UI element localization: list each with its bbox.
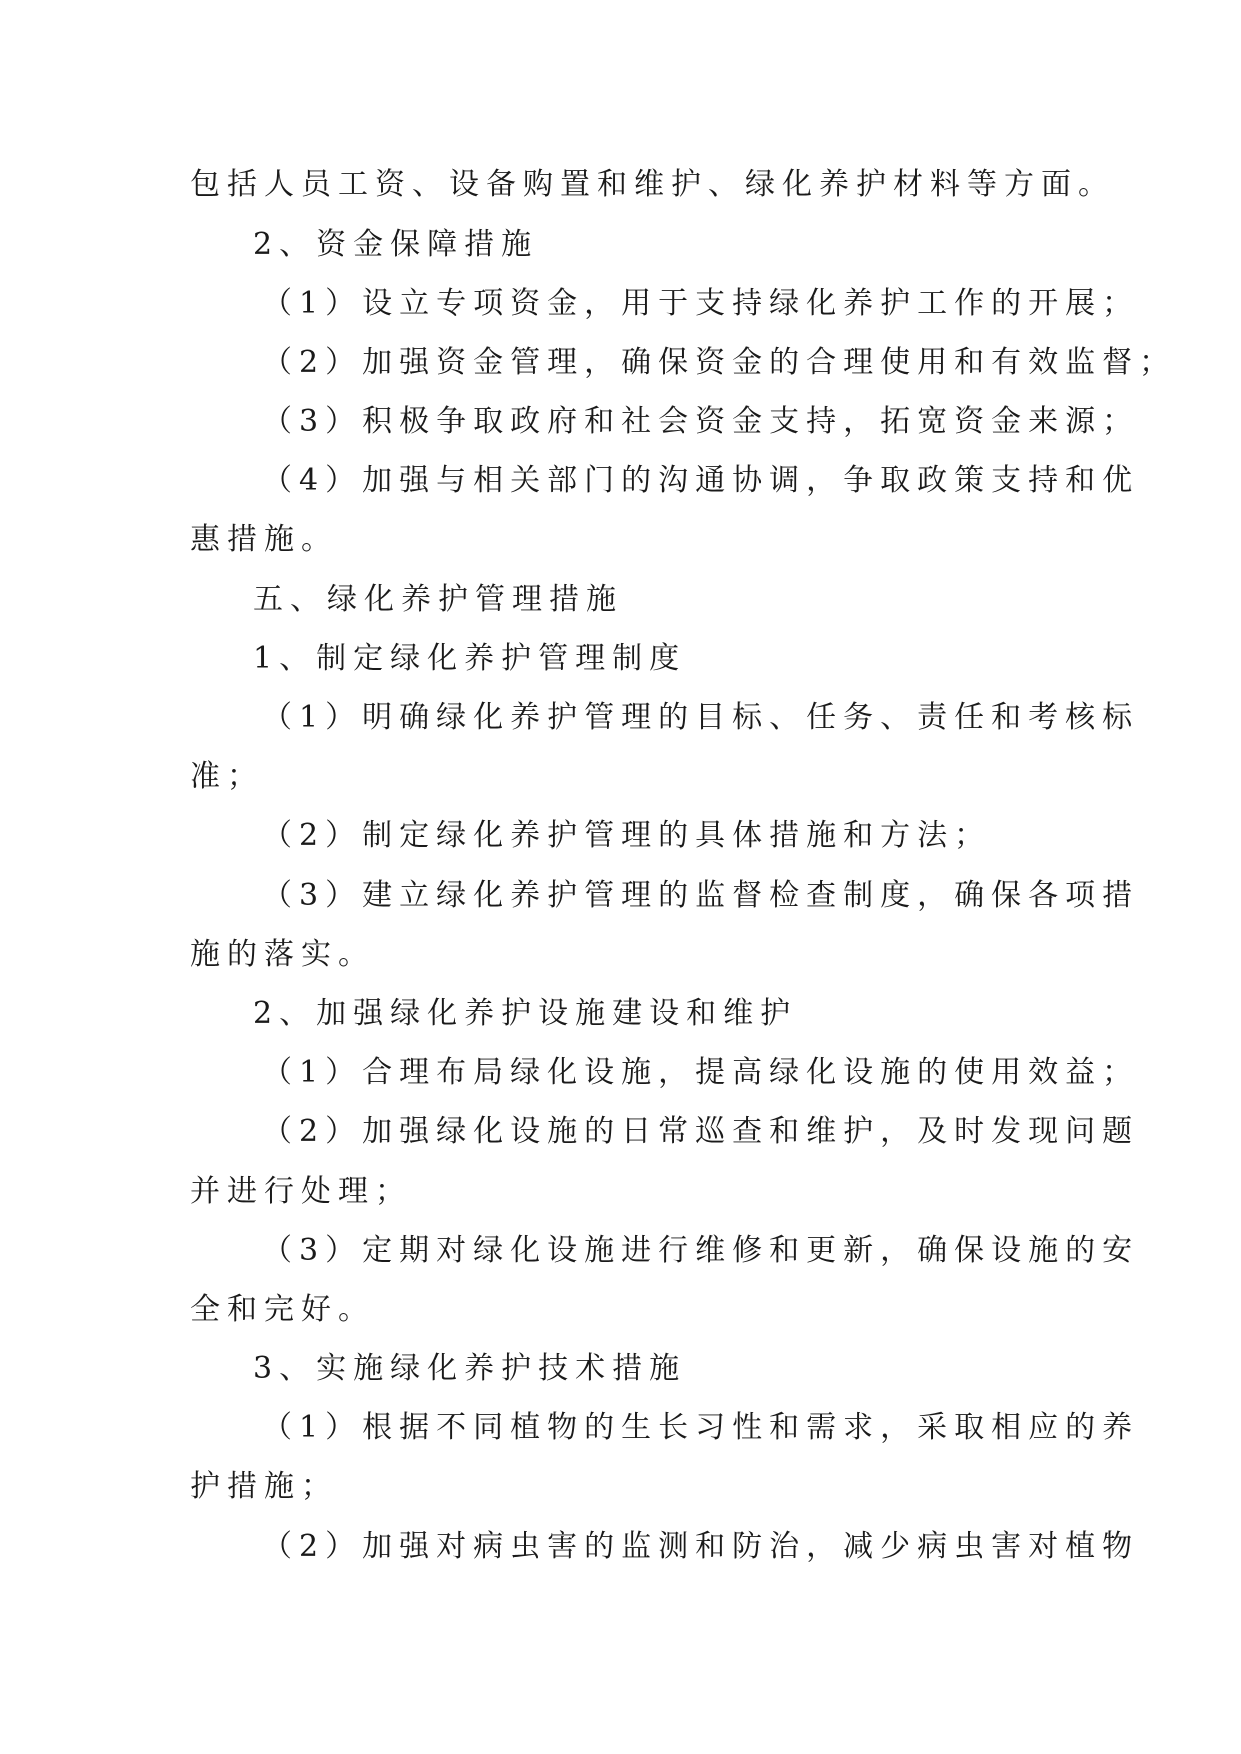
text-line: 包括人员工资、设备购置和维护、绿化养护材料等方面。 — [190, 167, 1115, 202]
list-item: （1）设立专项资金，用于支持绿化养护工作的开展； — [262, 286, 1140, 321]
list-item: （1）合理布局绿化设施，提高绿化设施的使用效益； — [262, 1055, 1140, 1090]
text-line: 并进行处理； — [190, 1174, 412, 1209]
list-item: （1）明确绿化养护管理的目标、任务、责任和考核标 — [262, 700, 1140, 735]
list-item: （2）制定绿化养护管理的具体措施和方法； — [262, 818, 992, 853]
list-item: （3）建立绿化养护管理的监督检查制度，确保各项措 — [262, 878, 1140, 913]
text-line: 施的落实。 — [190, 937, 375, 972]
section-heading: 2、资金保障措施 — [253, 227, 539, 262]
list-item: （4）加强与相关部门的沟通协调，争取政策支持和优 — [262, 463, 1140, 498]
text-line: 准； — [190, 759, 264, 794]
text-line: 护措施； — [190, 1469, 338, 1504]
section-heading: 3、实施绿化养护技术措施 — [253, 1351, 687, 1386]
list-item: （3）定期对绿化设施进行维修和更新，确保设施的安 — [262, 1233, 1140, 1268]
text-line: 惠措施。 — [190, 522, 338, 557]
list-item: （1）根据不同植物的生长习性和需求，采取相应的养 — [262, 1410, 1140, 1445]
list-item: （2）加强资金管理，确保资金的合理使用和有效监督； — [262, 345, 1177, 380]
section-heading: 2、加强绿化养护设施建设和维护 — [253, 996, 798, 1031]
list-item: （3）积极争取政府和社会资金支持，拓宽资金来源； — [262, 404, 1140, 439]
chapter-heading: 五、绿化养护管理措施 — [253, 582, 623, 617]
section-heading: 1、制定绿化养护管理制度 — [253, 641, 687, 676]
text-line: 全和完好。 — [190, 1292, 375, 1327]
list-item: （2）加强对病虫害的监测和防治，减少病虫害对植物 — [262, 1529, 1140, 1564]
list-item: （2）加强绿化设施的日常巡查和维护，及时发现问题 — [262, 1114, 1140, 1149]
